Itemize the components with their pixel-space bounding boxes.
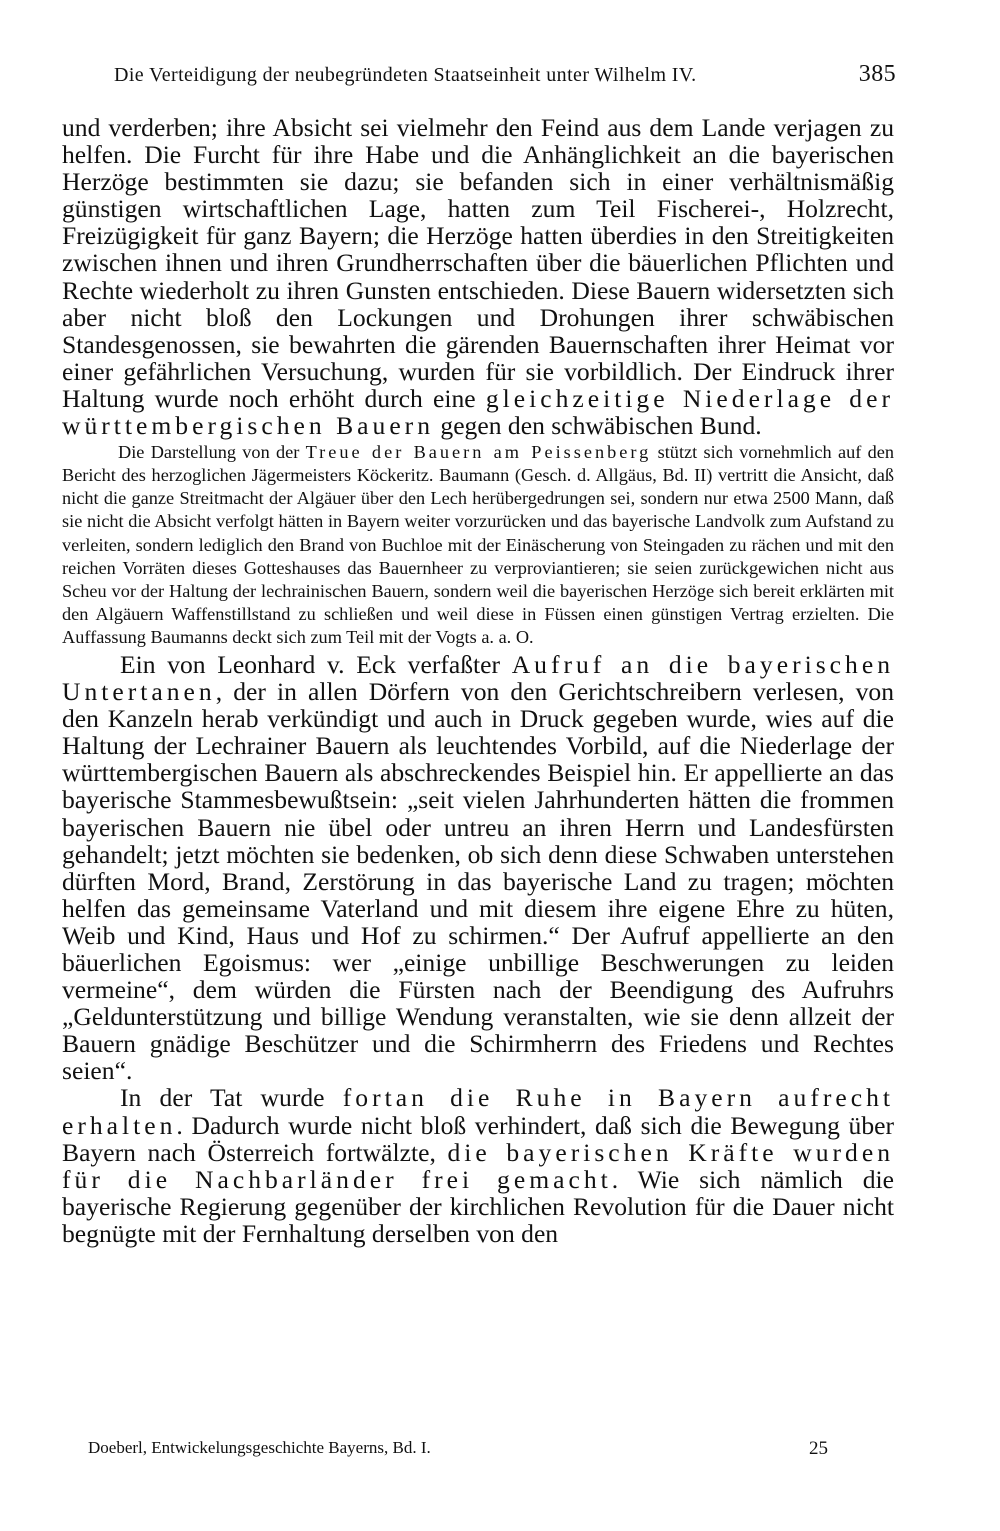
footnote-text-end: stützt sich vornehmlich auf den Bericht des herzoglichen Jägermeisters Köckeritz. Baumann (Gesch. d. Allgäus, Bd. II) vertritt die Ansicht, daß nicht die ganze Streitmacht der Algäuer über den Lech herübergedrungen sei, sondern nur etwa 2500 Mann, daß sie nicht die Absicht verfolgt hätten in Bayern weiter vorzurücken und das bayerische Landvolk zum Aufstand zu verleiten, sondern lediglich den Brand von Buchloe mit der Einäscherung von Steingaden zu rächen und mit den reichen Vorräten dieses Gotteshauses das Bauernheer zu verproviantieren; sie seien zurückgewichen nicht aus Scheu vor der Haltung der lechrainischen Bauern, sondern weil die bayerischen Herzöge sich bereit erklärten mit den Algäuern Waffenstillstand zu schließen und weil diese in Füssen einen günstigen Vertrag erzielten. Die Auffassung Baumanns deckt sich zum Teil mit der Vogts a. a. O.	[62, 442, 895, 647]
footnote-emphasis: Treue der Bauern am Peissenberg	[305, 442, 652, 463]
page-footer	[88, 1438, 828, 1458]
page-number: 385	[858, 61, 896, 87]
paragraph-2	[62, 651, 894, 1085]
paragraph-3-text-end: . Wie sich nämlich die bayerische Regierung gegenüber der kirchlichen Revolution für die Dauer nicht begnügte mit der Fernhaltung derselben von den	[62, 1164, 894, 1248]
paragraph-1-text: und verderben; ihre Absicht sei vielmehr den Feind aus dem Lande verjagen zu helfen. Die Furcht für ihre Habe und die Anhänglichkeit an die bayerischen Herzöge bestimmten sie dazu; sie befanden sich in einer verhältnismäßig günstigen wirtschaftlichen Lage, hatten zum Teil Fischerei-, Holzrecht, Freizügigkeit für ganz Bayern; die Herzöge hatten überdies in den Streitigkeiten zwischen ihnen und ihren Grundherrschaften über die bäuerlichen Pflichten und Rechte wiederholt zu ihren Gunsten entschieden. Diese Bauern widersetzten sich aber nicht bloß den Lockungen und Drohungen ihrer schwäbischen Standesgenossen, sie bewahrten die gärenden Bauernschaften ihrer Heimat vor einer gefährlichen Versuchung, wurden für sie vorbildlich. Der Eindruck ihrer Haltung wurde noch erhöht durch eine	[62, 113, 894, 413]
footer-source: Doeberl, Entwickelungsgeschichte Bayerns, Bd. I.	[88, 1438, 431, 1457]
paragraph-3-emphasis-1: fortan die Ruhe in Bayern aufrecht erhalten	[62, 1083, 894, 1140]
paragraph-1-emphasis: gleichzeitige Niederlage der württembergischen Bauern	[62, 383, 894, 441]
paragraph-3-emphasis-2: die bayerischen Kräfte wurden für die Nachbarländer frei gemacht	[62, 1137, 894, 1194]
footnote-text: Die Darstellung von der	[118, 442, 306, 463]
footnote	[62, 439, 894, 651]
body-text	[62, 114, 894, 1247]
running-header	[114, 61, 896, 87]
paragraph-3	[62, 1084, 894, 1247]
signature-mark: 25	[809, 1438, 828, 1459]
paragraph-2-text: Ein von Leonhard v. Eck verfaßter	[120, 649, 512, 679]
paragraph-1-text-end: gegen den schwäbischen Bund.	[434, 411, 762, 441]
paragraph-3-text: In der Tat wurde	[120, 1083, 343, 1113]
paragraph-3-text-middle: . Dadurch wurde nicht bloß verhindert, daß sich die Bewegung über Bayern nach Österreich fortwälzte,	[62, 1110, 894, 1167]
paragraph-2-text-end: , der in allen Dörfern von den Gerichtschreibern verlesen, von den Kanzeln herab verkündigt und auch in Druck gegeben wurde, wies auf die Haltung der Lechrainer Bauern als leuchtendes Vorbild, auf die Niederlage der württembergischen Bauern als abschreckendes Beispiel hin. Er appellierte an das bayerische Stammesbewußtsein: „seit vielen Jahrhunderten hätten die frommen bayerischen Bauern nie übel oder untreu an ihren Herrn und Landesfürsten gehandelt; jetzt möchten sie bedenken, ob sich denn diese Schwaben unterstehen dürften Mord, Brand, Zerstörung in das bayerische Land zu tragen; möchten helfen das gemeinsame Vaterland und mit diesem ihre eigene Ehre zu hüten, Weib und Kind, Haus und Hof zu schirmen.“ Der Aufruf appellierte an den bäuerlichen Egoismus: wer „einige unbillige Beschwerungen zu leiden vermeine“, dem würden die Fürsten nach der Beendigung des Aufruhrs „Geldunterstützung und billige Wendung veranstalten, wie sie denn allzeit der Bauern gnädige Beschützer und die Schirmherrn des Friedens und Rechtes seien“.	[62, 677, 894, 1086]
paragraph-2-emphasis: Aufruf an die bayerischen Untertanen	[62, 649, 894, 707]
running-title: Die Verteidigung der neubegründeten Staatseinheit unter Wilhelm IV.	[114, 64, 697, 86]
paragraph-1	[62, 114, 894, 439]
